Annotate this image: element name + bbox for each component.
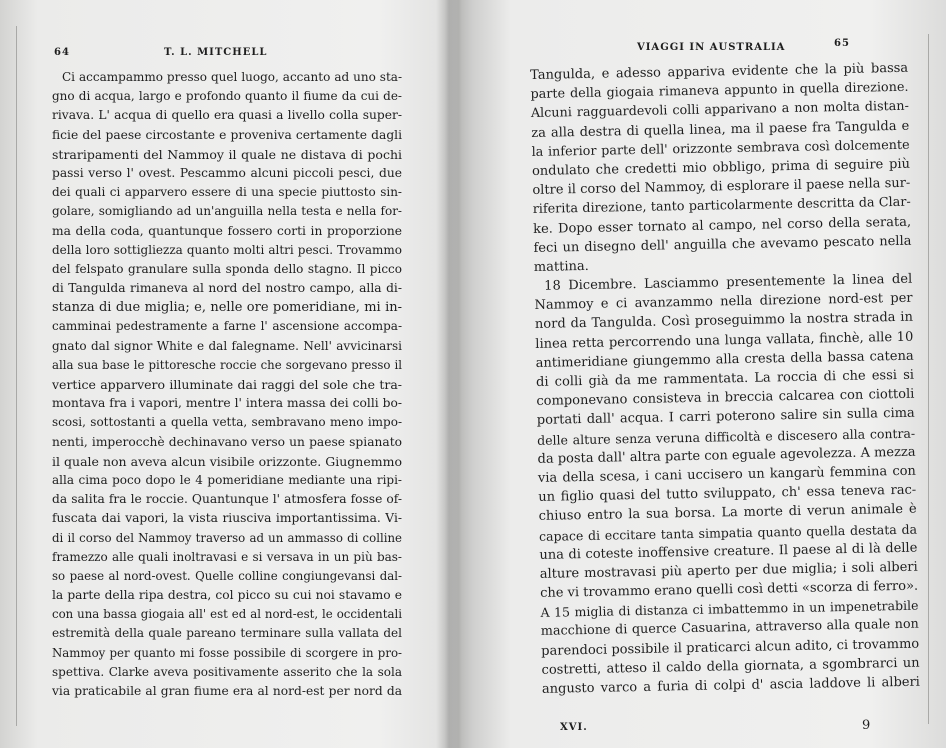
text-line: gnato dal signor White e dal falegname. Nell' avvicinarsi xyxy=(52,338,402,353)
text-line: una di coteste inoffensive creature. Il paese al di là delle xyxy=(539,540,918,563)
text-line: fuscata dai vapori, la vista riusciva importantissima. Vi- xyxy=(52,511,402,526)
text-line: capace di eccitare tanta simpatia quanto quella destata da xyxy=(538,521,918,544)
text-line: oltre il corso del Nammoy, di esplorare il paese nella sur- xyxy=(532,175,911,199)
text-line: nenti, imperocchè dechinavano verso un paese spianato xyxy=(52,434,402,449)
text-line: A 15 miglia di distanza ci imbattemmo in un impenetrabile xyxy=(540,597,919,621)
text-line: estremità della quale pareano terminare sulla vallata del xyxy=(52,626,402,641)
text-line: chiuso entro la sua borsa. La morte di verun animale è xyxy=(538,501,917,525)
left-running-head: T. L. MITCHELL xyxy=(164,47,268,58)
right-page-number: 65 xyxy=(834,38,850,49)
text-line: antimeridiane giungemmo alla cresta della bassa catena xyxy=(535,348,914,371)
text-line: framezzo alle quali inoltravasi e si versava in un più bas- xyxy=(52,549,402,564)
text-line: riferita direzione, tanto particolarmente descritta da Clar- xyxy=(532,195,911,218)
sheet-number: 9 xyxy=(862,718,871,733)
text-line: parte della giogaia rimaneva appunto in quella direzione. xyxy=(530,79,909,103)
text-line: scosi, sottostanti a quella vetta, sembravano meno impo- xyxy=(52,415,402,430)
text-line: di colli già da me rammentata. La roccia di che essi si xyxy=(535,367,915,390)
text-line: delle alture senza veruna difficoltà e discesero alla contra- xyxy=(537,425,916,448)
text-line: da salita fra le roccie. Quantunque l' atmosfera fosse of- xyxy=(52,492,402,507)
signature-mark: XVI. xyxy=(560,722,588,733)
text-line: via praticabile al gran fiume era al nord-est per nord da xyxy=(52,684,402,698)
text-line: ma della coda, quantunque fossero corti in proporzione xyxy=(52,223,402,238)
left-page xyxy=(0,0,440,748)
text-line: parendoci possibile il praticarci alcun adito, ci trovammo xyxy=(541,636,920,659)
text-line: dei quali ci apparvero essere di una specie piuttosto sin- xyxy=(52,185,402,200)
text-line: la inferior parte dell' orizzonte sembrava così dolcemente xyxy=(531,137,910,160)
right-page-body xyxy=(530,59,920,699)
text-line: angusto varco a furia di colpi d' ascia laddove li alberi xyxy=(541,674,921,697)
text-line: di il corso del Nammoy traverso ad un ammasso di colline xyxy=(52,530,402,545)
text-line: za alla destra di quella linea, ma il paese fra Tangulda e xyxy=(531,118,910,141)
text-line: linea retta percorrendo una lunga vallata, finchè, alle 10 xyxy=(535,329,914,352)
text-line: ke. Dopo esser tornato al campo, nel corso della serata, xyxy=(532,214,912,237)
text-line: Nammoy per quanto mi fosse possibile di scorgere in pro- xyxy=(52,645,402,660)
text-line: nord da Tangulda. Così proseguimmo la nostra strada in xyxy=(534,310,914,333)
text-line: alture mostravasi più aperto per due miglia; i soli alberi xyxy=(539,559,918,582)
right-running-head: VIAGGI IN AUSTRALIA xyxy=(637,42,786,53)
text-line: che vi trovammo erano quelli così detti «scorza di ferro». xyxy=(539,578,919,601)
text-line: golare, somigliando ad un'anguilla nella testa e nella for- xyxy=(52,204,402,219)
text-line: passi verso l' ovest. Pescammo alcuni piccoli pesci, due xyxy=(52,165,402,180)
text-line: spettiva. Clarke aveva positivamente asserito che la sola xyxy=(52,664,402,679)
left-page-number: 64 xyxy=(54,47,70,58)
text-line: componevano consisteva in breccia calcarea con ciottoli xyxy=(536,386,915,410)
text-line: feci un disegno dell' anguilla che avevamo pescato nella xyxy=(533,233,912,256)
text-line: Ci accampammo presso quel luogo, accanto ad uno sta- xyxy=(62,70,402,84)
text-line: camminai pedestramente a farne l' ascensione accompa- xyxy=(52,319,402,334)
left-page-body xyxy=(52,68,402,701)
text-line: un figlio quasi del tutto sviluppato, ch' essa teneva rac- xyxy=(538,482,917,506)
text-line: costretti, atteso il caldo della giornata, a sgombrarci un xyxy=(541,655,920,678)
text-line: so paese al nord-ovest. Quelle colline congiungevansi dal- xyxy=(52,568,402,583)
text-line: rivava. L' acqua di quello era quasi a livello colla super- xyxy=(52,108,402,123)
text-line: macchione di querce Casuarina, attraverso alla quale non xyxy=(540,617,919,640)
text-line: alla sua base le pittoresche roccie che sorgevano presso il xyxy=(52,357,402,372)
text-line: vertice apparvero illuminate dai raggi del sole che tra- xyxy=(52,377,402,392)
text-line: ficie del paese circostante e proveniva certamente dagli xyxy=(52,127,402,142)
text-line: gno di acqua, largo e profondo quanto il fiume da cui de- xyxy=(52,89,402,104)
text-line: alla cima poco dopo le 4 pomeridiane mediante una ripi- xyxy=(52,472,402,487)
text-line: della loro sottigliezza quanto molti altri pesci. Trovammo xyxy=(52,242,402,257)
text-line: stanza di due miglia; e, nelle ore pomeridiane, mi in- xyxy=(52,300,402,316)
text-line: di Tangulda rimaneva al nord del nostro campo, alla di- xyxy=(52,281,402,296)
text-line: con una bassa giogaia all' est ed al nord-est, le occidentali xyxy=(52,607,402,622)
text-line: del felspato granulare sulla sponda dello stagno. Il picco xyxy=(52,261,402,276)
text-line: ondulato che credetti mio obbligo, prima di seguire più xyxy=(531,156,911,179)
right-page xyxy=(452,0,946,748)
text-line: da posta dall' altra parte con eguale agevolezza. A mezza xyxy=(537,444,916,467)
text-line: il quale non aveva alcun visibile orizzonte. Giugnemmo xyxy=(52,453,402,469)
text-line: 18 Dicembre. Lasciammo presentemente la linea del xyxy=(544,271,913,294)
text-line: la parte della ripa destra, col picco su cui noi stavamo e xyxy=(52,588,402,603)
text-line: montava fra i vapori, mentre l' intera massa dei colli bo- xyxy=(52,396,402,411)
text-line: mattina. xyxy=(533,258,589,275)
text-line: straripamenti del Nammoy il quale ne distava di pochi xyxy=(52,146,402,162)
text-line: Nammoy e ci avanzammo nella direzione nord-est per xyxy=(534,290,913,314)
text-line: via della scesa, i cani uccisero un kangarù femmina con xyxy=(537,463,916,486)
text-line: Tangulda, e adesso appariva evidente che la più bassa xyxy=(530,60,909,83)
text-line: portati dall' acqua. I carri poterono salire sin sulla cima xyxy=(536,406,915,429)
text-line: Alcuni ragguardevoli colli apparivano a non molta distan- xyxy=(530,99,909,122)
